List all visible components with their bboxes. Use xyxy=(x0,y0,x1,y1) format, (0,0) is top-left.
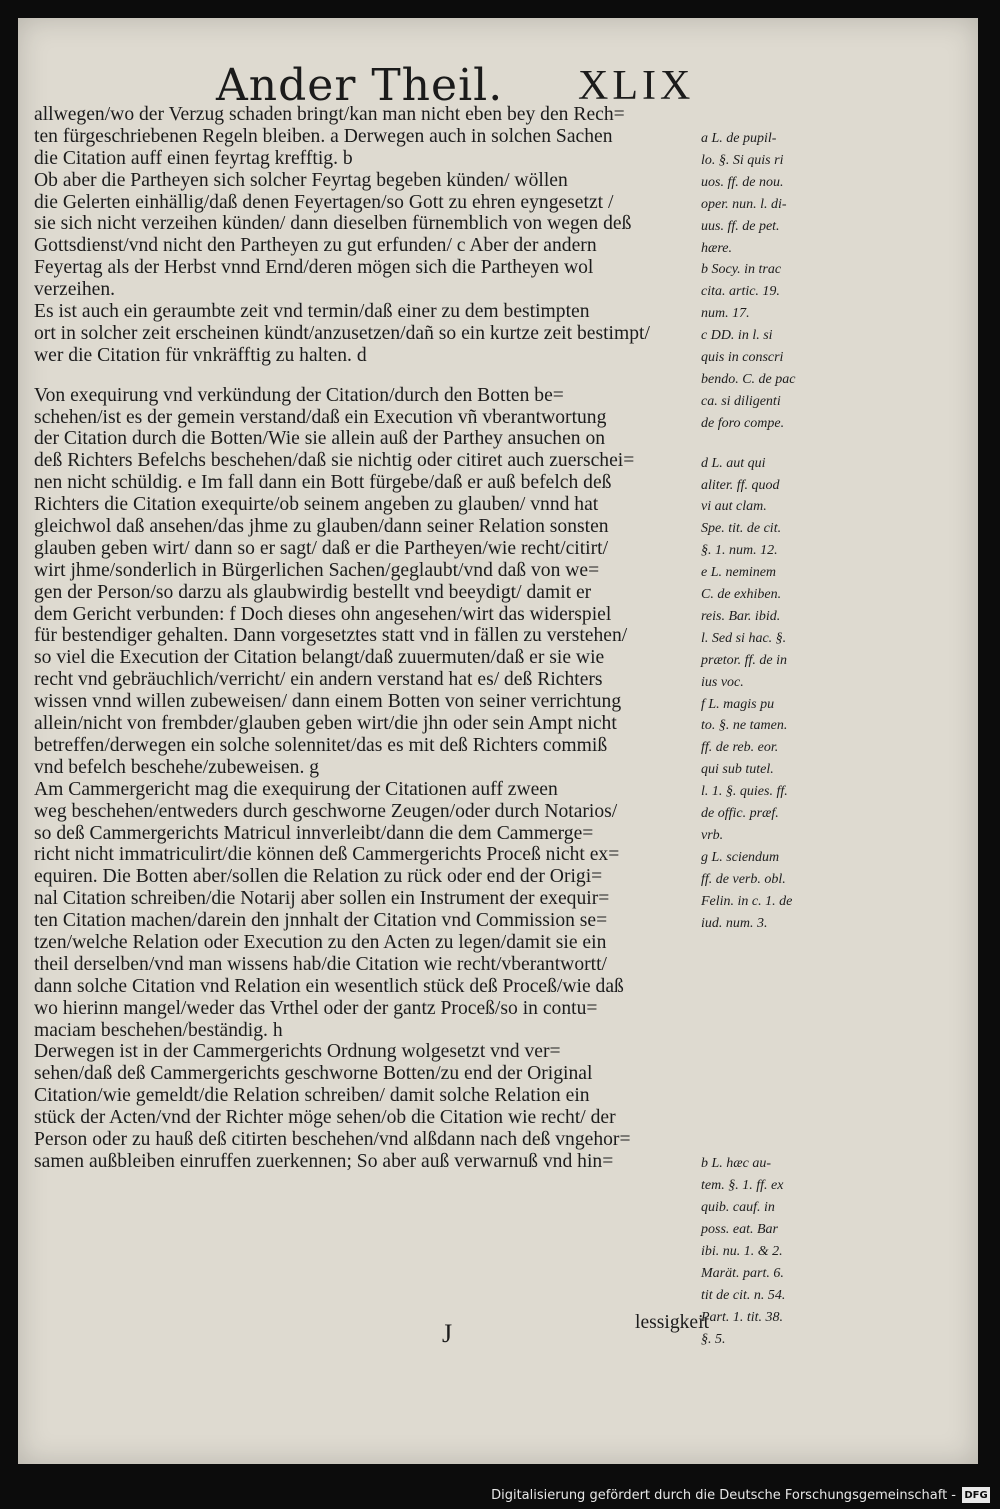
margin-note-line: prætor. ff. de in xyxy=(701,652,787,668)
margin-note-line: §. 5. xyxy=(701,1331,726,1347)
text-line: allein/nicht von frembder/glauben geben wirt/die jhn oder sein Ampt nicht xyxy=(34,713,617,735)
margin-note-line: g L. sciendum xyxy=(701,849,780,865)
text-line: gleichwol daß ansehen/das jhme zu glauben/dann seiner Relation sonsten xyxy=(34,516,609,538)
margin-note-line: §. 1. num. 12. xyxy=(701,543,778,559)
text-line: betreffen/derwegen ein solche solennitet/das es mit deß Richters commiß xyxy=(34,734,608,756)
text-line: verzeihen. xyxy=(34,279,116,301)
margin-note-line: tem. §. 1. ff. ex xyxy=(701,1178,784,1194)
margin-note-line: e L. neminem xyxy=(701,565,777,581)
margin-note-line: quis in conscri xyxy=(701,350,784,365)
text-line: Citation/wie gemeldt/die Relation schreiben/ damit solche Relation ein xyxy=(34,1085,590,1107)
margin-note-line: ius voc. xyxy=(701,674,744,690)
text-line: recht vnd gebräuchlich/verricht/ ein andern verstand hat es/ deß Richters xyxy=(34,669,603,691)
text-line: deß Richters Befelchs beschehen/daß sie nichtig oder citiret auch zuerschei= xyxy=(34,450,635,472)
text-line: Ob aber die Partheyen sich solcher Feyrtag begeben künden/ wöllen xyxy=(34,169,568,191)
text-line: für bestendiger gehalten. Dann vorgesetztes statt vnd in fällen zu verstehen/ xyxy=(34,625,628,647)
margin-note-line: to. §. ne tamen. xyxy=(701,718,788,734)
margin-note-line: quib. cauf. in xyxy=(701,1200,775,1216)
text-line: ten Citation machen/darein den jnnhalt der Citation vnd Commission se= xyxy=(34,910,608,932)
text-line: dem Gericht verbunden: f Doch dieses ohn angesehen/wirt das widerspiel xyxy=(34,603,612,625)
paragraph-gap xyxy=(34,367,710,385)
text-line: dann solche Citation vnd Relation ein wesentlich stück deß Proceß/wie daß xyxy=(34,975,624,997)
margin-note-line: cita. artic. 19. xyxy=(701,284,780,300)
margin-note-line: ca. si diligenti xyxy=(701,393,781,409)
text-paragraph xyxy=(34,104,710,170)
margin-note-line: ff. de reb. eor. xyxy=(701,740,779,756)
margin-note-line: de foro compe. xyxy=(701,415,785,431)
text-line: der Citation durch die Botten/Wie sie allein auß der Parthey ansuchen on xyxy=(34,428,606,450)
text-line: richt nicht immatriculirt/die können deß Cammergerichts Proceß nicht ex= xyxy=(34,844,620,866)
text-paragraph xyxy=(34,301,710,367)
text-line: maciam beschehen/beständig. h xyxy=(34,1019,283,1041)
margin-note-line: oper. nun. l. di- xyxy=(701,196,787,212)
margin-note-line: d L. aut qui xyxy=(701,455,766,471)
text-line: wer die Citation für vnkräfftig zu halten. d xyxy=(34,344,367,366)
signature-mark: J xyxy=(442,1319,453,1348)
margin-note-line: tit de cit. n. 54. xyxy=(701,1287,786,1303)
margin-note-line: Marät. part. 6. xyxy=(701,1265,784,1281)
text-line: ort in solcher zeit erscheinen kündt/anzusetzen/dañ so ein kurtze zeit bestimpt/ xyxy=(34,322,650,344)
text-line: theil derselben/vnd man wissens hab/die Citation wie recht/vberantwortt/ xyxy=(34,953,607,975)
margin-note-line: lo. §. Si quis ri xyxy=(701,152,784,168)
margin-note-line: bendo. C. de pac xyxy=(701,371,796,387)
text-line: vnd befelch beschehe/zubeweisen. g xyxy=(34,756,320,778)
text-line: so viel die Execution der Citation belangt/daß zuuermuten/daß er sie wie xyxy=(34,647,605,669)
margin-note-line: f L. magis pu xyxy=(701,696,775,712)
margin-note-line: uos. ff. de nou. xyxy=(701,174,784,190)
text-line: so deß Cammergerichts Matricul innverleibt/dann die dem Cammerge= xyxy=(34,822,594,844)
text-line: nal Citation schreiben/die Notarij aber sollen ein Instrument der exequir= xyxy=(34,888,610,910)
running-title: Ander Theil. xyxy=(216,60,504,111)
text-line: wirt jhme/sonderlich in Bürgerlichen Sachen/geglaubt/vnd daß von we= xyxy=(34,559,600,581)
text-line: weg beschehen/entweders durch geschworne Zeugen/oder durch Notarios/ xyxy=(34,800,618,822)
text-paragraph xyxy=(34,779,710,1042)
dfg-logo: DFG xyxy=(962,1487,990,1503)
margin-note-line: hære. xyxy=(701,240,732,256)
margin-note-line: l. Sed si hac. §. xyxy=(701,630,787,646)
text-line: Gottsdienst/vnd nicht den Partheyen zu gut erfunden/ c Aber der andern xyxy=(34,235,597,257)
text-line: schehen/ist es der gemein verstand/daß ein Execution vñ vberantwortung xyxy=(34,406,607,428)
catchword: lessigkeit xyxy=(635,1312,710,1333)
text-paragraph xyxy=(34,170,710,301)
text-line: stück der Acten/vnd der Richter möge sehen/ob die Citation wie recht/ der xyxy=(34,1107,616,1129)
text-paragraph xyxy=(34,1041,710,1172)
margin-note-line: de offic. præf. xyxy=(701,806,779,821)
margin-note-line: C. de exhiben. xyxy=(701,587,782,602)
margin-note-line: poss. eat. Bar xyxy=(701,1222,778,1238)
text-line: tzen/welche Relation oder Execution zu den Acten zu legen/damit sie ein xyxy=(34,931,607,953)
text-paragraph xyxy=(34,385,710,779)
margin-note-line: qui sub tutel. xyxy=(701,762,774,778)
footer-text: Digitalisierung gefördert durch die Deutsche Forschungsgemeinschaft - xyxy=(491,1487,956,1503)
margin-note-line: reis. Bar. ibid. xyxy=(701,608,781,624)
margin-note-line: l. 1. §. quies. ff. xyxy=(701,784,788,800)
folio-number: XLIX xyxy=(578,63,695,109)
text-line: samen außbleiben einruffen zuerkennen; So aber auß verwarnuß vnd hin= xyxy=(34,1150,614,1172)
text-line: Es ist auch ein geraumbte zeit vnd termin/daß einer zu dem bestimpten xyxy=(34,301,590,323)
text-line: ten fürgeschriebenen Regeln bleiben. a Derwegen auch in solchen Sachen xyxy=(34,125,613,147)
margin-note-line: uus. ff. de pet. xyxy=(701,218,780,234)
text-line: Feyertag als der Herbst vnnd Ernd/deren mögen sich die Partheyen wol xyxy=(34,257,594,279)
margin-note-line: b Socy. in trac xyxy=(701,262,782,278)
digitization-footer xyxy=(491,1483,990,1507)
main-text-column xyxy=(34,104,710,1173)
text-line: glauben geben wirt/ dann so er sagt/ daß er die Partheyen/wie recht/citirt/ xyxy=(34,537,609,559)
text-line: allwegen/wo der Verzug schaden bringt/kan man nicht eben bey den Rech= xyxy=(34,104,625,125)
text-line: Person oder zu hauß deß citirten beschehen/vnd alßdann nach deß vngehor= xyxy=(34,1128,631,1150)
text-line: wo hierinn mangel/weder das Vrthel oder der gantz Proceß/so in contu= xyxy=(34,997,598,1019)
margin-note-line: Felin. in c. 1. de xyxy=(701,893,793,909)
margin-note-line: aliter. ff. quod xyxy=(701,477,780,493)
margin-note-line: vrb. xyxy=(701,827,724,843)
margin-note-line: num. 17. xyxy=(701,306,750,322)
text-line: gen der Person/so darzu als glaubwirdig bestellt vnd beeydigt/ damit er xyxy=(34,581,592,603)
text-line: wissen vnnd willen zubeweisen/ dann einem Botten von seiner verrichtung xyxy=(34,691,622,713)
scanned-page xyxy=(18,18,978,1464)
margin-note-line: ff. de verb. obl. xyxy=(701,871,786,887)
text-line: Richters die Citation exequirte/ob seinem angeben zu glauben/ vnnd hat xyxy=(34,494,599,516)
text-line: Am Cammergericht mag die exequirung der Citationen auff zween xyxy=(34,778,558,800)
text-line: sie sich nicht verzeihen künden/ dann dieselben fürnemblich von wegen deß xyxy=(34,213,632,235)
text-line: equiren. Die Botten aber/sollen die Relation zu rück oder end der Origi= xyxy=(34,866,603,888)
text-line: nen nicht schüldig. e Im fall dann ein Bott fürgebe/daß er auß befelch deß xyxy=(34,472,612,494)
text-line: sehen/daß deß Cammergerichts geschworne Botten/zu end der Original xyxy=(34,1063,593,1085)
text-line: Von exequirung vnd verkündung der Citation/durch den Botten be= xyxy=(34,384,564,406)
margin-note-line: b L. hæc au- xyxy=(701,1156,771,1172)
margin-note-line: c DD. in l. si xyxy=(701,328,773,344)
margin-note-line: iud. num. 3. xyxy=(701,915,768,931)
margin-note-line: Spe. tit. de cit. xyxy=(701,521,782,537)
margin-note-line: vi aut clam. xyxy=(701,499,767,515)
text-line: die Citation auff einen feyrtag krefftig. b xyxy=(34,147,353,169)
margin-note-line: a L. de pupil- xyxy=(701,131,777,146)
text-line: die Gelerten einhällig/daß denen Feyertagen/so Gott zu ehren eyngesetzt / xyxy=(34,191,614,213)
text-line: Derwegen ist in der Cammergerichts Ordnung wolgesetzt vnd ver= xyxy=(34,1041,561,1063)
margin-note-line: Part. 1. tit. 38. xyxy=(701,1309,784,1325)
margin-note-line: ibi. nu. 1. & 2. xyxy=(701,1244,783,1259)
